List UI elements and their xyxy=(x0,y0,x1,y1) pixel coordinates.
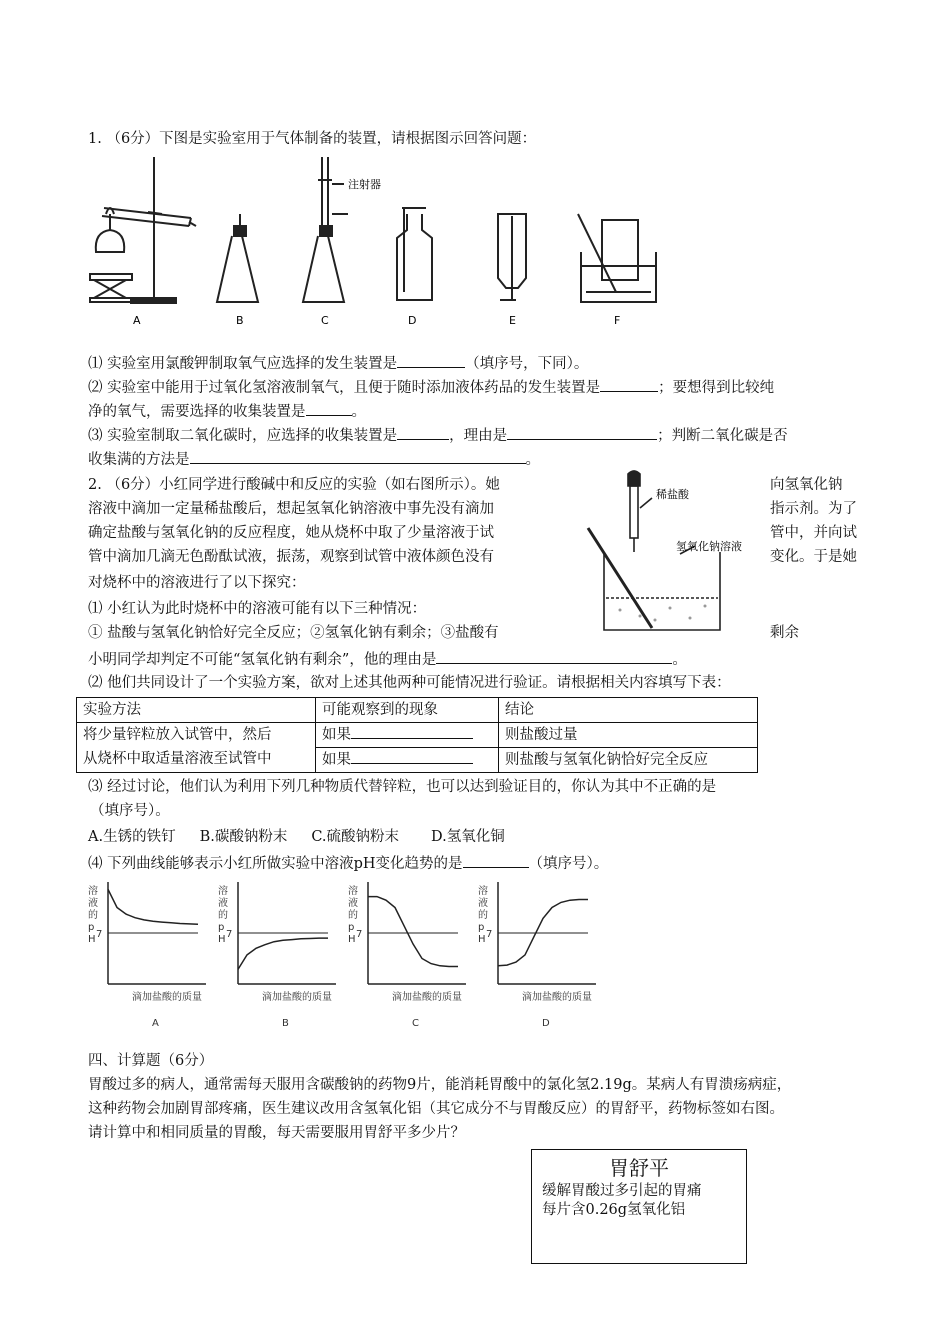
chart-ylabel-char: p xyxy=(348,922,355,933)
apparatus-label-e: E xyxy=(509,314,516,327)
q2-line-1: 2. （6分）小红同学进行酸碱中和反应的实验（如右图所示）。她 xyxy=(88,477,500,493)
chart-xlabel: 滴加盐酸的质量 xyxy=(132,992,202,1003)
chart-tick-label: 7 xyxy=(486,929,493,940)
medicine-label xyxy=(531,1149,747,1264)
chart-ylabel-char: p xyxy=(218,922,225,933)
answer-blank[interactable] xyxy=(397,424,449,440)
answer-blank[interactable] xyxy=(351,723,473,739)
chart-ylabel-char: 溶 xyxy=(88,886,98,897)
medicine-dose: 每片含0.26g氢氧化铝 xyxy=(542,1202,686,1218)
q2-line-6: ⑴ 小红认为此时烧杯中的溶液可能有以下三种情况： xyxy=(88,601,427,617)
answer-blank[interactable] xyxy=(397,352,465,368)
phenomenon-cell: 如果 xyxy=(316,723,499,748)
syringe-label: 注射器 xyxy=(348,178,381,191)
apparatus-label-b: B xyxy=(236,314,244,327)
q2-line-4-right: 变化。于是她 xyxy=(770,549,857,565)
option-b[interactable]: B.碳酸钠粉末 xyxy=(199,829,288,845)
q2-line-10: ⑶ 经过讨论，他们认为利用下列几种物质代替锌粒，也可以达到验证目的，你认为其中不正确的是 xyxy=(88,779,717,795)
section-title: 四、计算题（6分） xyxy=(88,1053,214,1069)
chart-ylabel-char: H xyxy=(478,934,486,945)
q2-line-7-right: 剩余 xyxy=(770,625,799,641)
medicine-name: 胃舒平 xyxy=(609,1156,669,1180)
answer-blank[interactable] xyxy=(351,748,473,764)
q2-line-1-right: 向氢氧化钠 xyxy=(770,477,843,493)
apparatus-label-a: A xyxy=(133,314,141,327)
option-c[interactable]: C.硫酸钠粉末 xyxy=(311,829,400,845)
chart-option-label: B xyxy=(282,1018,289,1029)
conclusion-cell: 则盐酸与氢氧化钠恰好完全反应 xyxy=(499,748,758,773)
chart-ylabel-char: 的 xyxy=(218,910,228,921)
chart-option-label: C xyxy=(412,1018,419,1029)
q1-sub3: ⑶ 实验室制取二氧化碳时，应选择的收集装置是 ，理由是 ；判断二氧化碳是否 xyxy=(88,424,788,447)
answer-blank[interactable] xyxy=(306,400,352,416)
method-cell: 将少量锌粒放入试管中，然后 从烧杯中取适量溶液至试管中 xyxy=(77,723,316,773)
q1-sub1: ⑴ 实验室用氯酸钾制取氧气应选择的发生装置是 （填序号，下同）。 xyxy=(88,352,588,375)
answer-blank[interactable] xyxy=(190,448,526,464)
chart-ylabel-char: 溶 xyxy=(348,886,358,897)
q1-stem: 1. （6分）下图是实验室用于气体制备的装置，请根据图示回答问题： xyxy=(88,131,537,147)
table-header-row xyxy=(77,698,758,723)
conclusion-cell: 则盐酸过量 xyxy=(499,723,758,748)
answer-blank[interactable] xyxy=(463,852,529,868)
table-header: 结论 xyxy=(499,698,758,723)
q2-line-3-right: 管中，并向试 xyxy=(770,525,857,541)
titration-figure xyxy=(580,468,760,640)
acid-label: 稀盐酸 xyxy=(656,488,689,501)
chart-option-label: D xyxy=(542,1018,550,1029)
chart-tick-label: 7 xyxy=(96,929,103,940)
experiment-table xyxy=(76,697,758,773)
apparatus-label-c: C xyxy=(321,314,329,327)
medicine-use: 缓解胃酸过多引起的胃痛 xyxy=(542,1183,702,1199)
chart-ylabel-char: p xyxy=(478,922,485,933)
chart-ylabel-char: 液 xyxy=(348,898,358,909)
chart-ylabel-char: 的 xyxy=(88,910,98,921)
chart-ylabel-char: 液 xyxy=(478,898,488,909)
chart-ylabel-char: 溶 xyxy=(478,886,488,897)
chart-ylabel-char: 的 xyxy=(478,910,488,921)
option-d[interactable]: D.氢氧化铜 xyxy=(431,829,505,845)
phenomenon-cell: 如果 xyxy=(316,748,499,773)
table-row xyxy=(77,723,758,748)
chart-series-line xyxy=(108,889,198,924)
chart-xlabel: 滴加盐酸的质量 xyxy=(262,992,332,1003)
chart-ylabel-char: H xyxy=(348,934,356,945)
chart-option-label: A xyxy=(152,1018,159,1029)
q2-line-11: ⑷ 下列曲线能够表示小红所做实验中溶液pH变化趋势的是 （填序号）。 xyxy=(88,852,608,875)
apparatus-figure xyxy=(86,152,666,334)
option-a[interactable]: A.生锈的铁钉 xyxy=(88,829,176,845)
apparatus-label-f: F xyxy=(614,314,621,327)
q2-line-5: 对烧杯中的溶液进行了以下探究： xyxy=(88,575,306,591)
chart-xlabel: 滴加盐酸的质量 xyxy=(522,992,592,1003)
chart-tick-label: 7 xyxy=(356,929,363,940)
q4-para-2: 这种药物会加剧胃部疼痛，医生建议改用含氢氧化铝（其它成分不与胃酸反应）的胃舒平，药物标签如右图。 xyxy=(88,1101,784,1117)
answer-blank[interactable] xyxy=(507,424,657,440)
q1-sub3-cont: 收集满的方法是 。 xyxy=(88,448,540,471)
chart-series-line xyxy=(238,938,328,969)
chart-series-line xyxy=(368,897,458,967)
chart-ylabel-char: H xyxy=(88,934,96,945)
answer-blank[interactable] xyxy=(436,648,672,664)
q4-para-1: 胃酸过多的病人，通常需每天服用含碳酸钠的药物9片，能消耗胃酸中的氯化氢2.19g。某病人有胃溃疡病症， xyxy=(88,1077,792,1093)
q2-line-7: ① 盐酸与氢氧化钠恰好完全反应；②氢氧化钠有剩余；③盐酸有 xyxy=(88,625,499,641)
answer-blank[interactable] xyxy=(600,376,658,392)
q1-sub2-cont: 净的氧气，需要选择的收集装置是 。 xyxy=(88,400,366,423)
q2-line-2: 溶液中滴加一定量稀盐酸后，想起氢氧化钠溶液中事先没有滴加 xyxy=(88,501,494,517)
chart-ylabel-char: 液 xyxy=(218,898,228,909)
q2-line-8: 小明同学却判定不可能“氢氧化钠有剩余”，他的理由是 。 xyxy=(88,648,687,671)
chart-ylabel-char: 液 xyxy=(88,898,98,909)
table-header: 可能观察到的现象 xyxy=(316,698,499,723)
chart-tick-label: 7 xyxy=(226,929,233,940)
q2-options xyxy=(88,826,505,848)
chart-ylabel-char: p xyxy=(88,922,95,933)
chart-ylabel-char: 的 xyxy=(348,910,358,921)
q1-sub2: ⑵ 实验室中能用于过氧化氢溶液制氧气，且便于随时添加液体药品的发生装置是 ；要想得到比较纯 xyxy=(88,376,774,399)
naoh-label: 氢氧化钠溶液 xyxy=(676,540,742,553)
table-header: 实验方法 xyxy=(77,698,316,723)
apparatus-label-d: D xyxy=(408,314,417,327)
q2-line-2-right: 指示剂。为了 xyxy=(770,501,857,517)
chart-xlabel: 滴加盐酸的质量 xyxy=(392,992,462,1003)
chart-ylabel-char: H xyxy=(218,934,226,945)
q2-line-3: 确定盐酸与氢氧化钠的反应程度，她从烧杯中取了少量溶液于试 xyxy=(88,525,494,541)
q4-para-3: 请计算中和相同质量的胃酸，每天需要服用胃舒平多少片？ xyxy=(88,1125,465,1141)
q2-line-4: 管中滴加几滴无色酚酞试液，振荡，观察到试管中液体颜色没有 xyxy=(88,549,494,565)
q2-line-9: ⑵ 他们共同设计了一个实验方案，欲对上述其他两种可能情况进行验证。请根据相关内容填写下表： xyxy=(88,675,731,691)
chart-ylabel-char: 溶 xyxy=(218,886,228,897)
q2-line-10-cont: （填序号）。 xyxy=(90,803,170,819)
ph-charts xyxy=(86,874,606,1032)
